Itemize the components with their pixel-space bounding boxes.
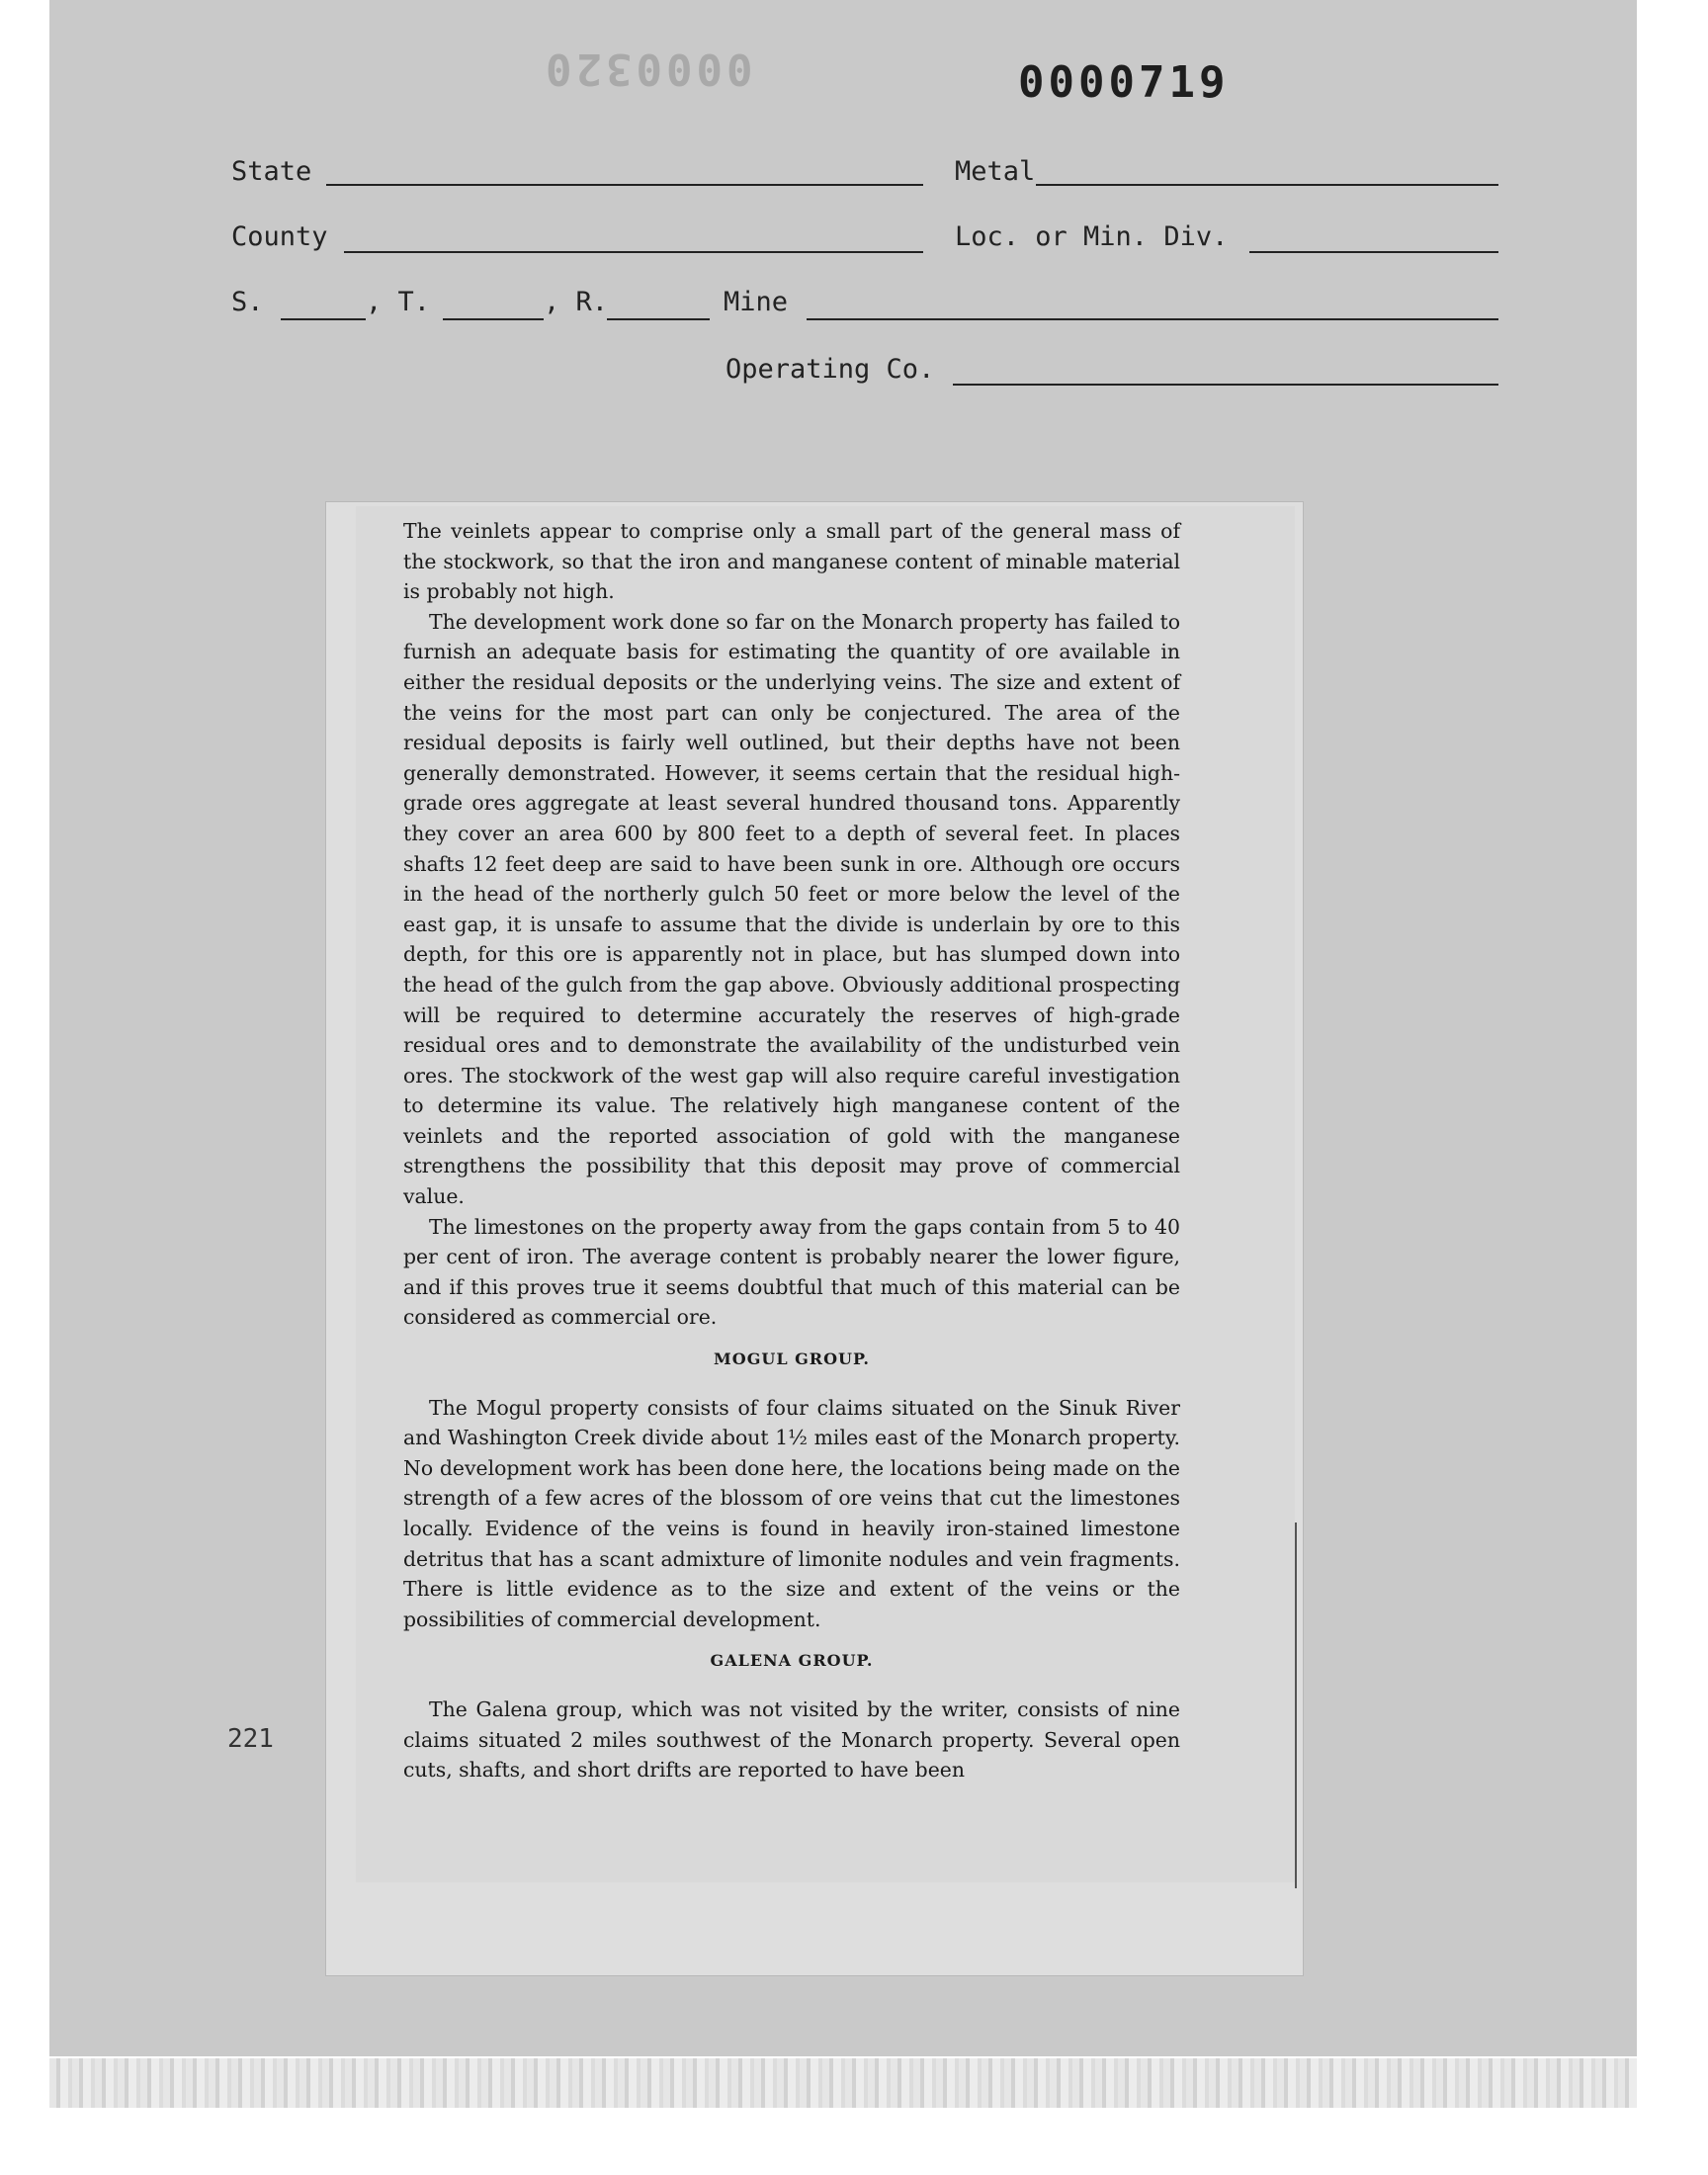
mine-field xyxy=(807,318,1498,320)
state-label: State xyxy=(231,156,312,187)
mine-label: Mine xyxy=(724,287,789,317)
stamp-number: 0000719 xyxy=(1018,57,1230,108)
paragraph: The limestones on the property away from the gaps contain from 5 to 40 per cent of iron. The average content is probably nearer the lower figure, and if this proves true it seems doubtful that much of this material can be considered as commercial ore. xyxy=(403,1214,1180,1330)
state-field xyxy=(326,184,923,186)
page-edge-line xyxy=(1295,1522,1297,1888)
township-label: , T. xyxy=(366,287,431,317)
section-heading-galena: GALENA GROUP. xyxy=(710,1651,874,1671)
range-field xyxy=(607,318,710,320)
loc-label: Loc. or Min. Div. xyxy=(955,221,1229,252)
section-field xyxy=(281,318,366,320)
paragraph: The Mogul property consists of four claims situated on the Sinuk River and Washington Creek divide about 1½ miles east of the Monarch property. No development work has been done here, the locations being made on the strength of a few acres of the blossom of ore veins that cut the limestones locally. Evidence of the veins is found in heavily iron-stained limestone detritus that has a scant admixture of limonite nodules and vein fragments. There is little evidence as to the size and extent of the veins or the possibilities of commercial development. xyxy=(403,1395,1180,1631)
operating-co-field xyxy=(953,384,1498,386)
report-text xyxy=(403,516,1180,1785)
paragraph: The Galena group, which was not visited by the writer, consists of nine claims situated 2 miles southwest of the Monarch property. Several open cuts, shafts, and short drifts are reported to have been xyxy=(403,1696,1180,1783)
county-field xyxy=(344,251,923,253)
range-label: , R. xyxy=(544,287,609,317)
section-heading-mogul: MOGUL GROUP. xyxy=(714,1349,870,1369)
faded-stamp-number: 0000320 xyxy=(542,44,753,94)
loc-field xyxy=(1249,251,1498,253)
metal-label: Metal xyxy=(955,156,1036,187)
county-label: County xyxy=(231,221,328,252)
township-field xyxy=(443,318,544,320)
section-label: S. xyxy=(231,287,264,317)
operating-co-label: Operating Co. xyxy=(726,354,935,385)
page-number: 221 xyxy=(227,1724,274,1754)
metal-field xyxy=(1036,184,1498,186)
paragraph: The veinlets appear to comprise only a small part of the general mass of the stockwork, so that the iron and manganese content of minable material is probably not high. xyxy=(403,519,1180,604)
scan-edge-strip xyxy=(49,2058,1637,2108)
paragraph: The development work done so far on the Monarch property has failed to furnish an adequate basis for estimating the quantity of ore available in either the residual deposits or the underlying veins. The size and extent of the veins for the most part can only be conjectured. The area of the residual deposits is fairly well outlined, but their depths have not been generally demonstrated. However, it seems certain that the residual high-grade ores aggregate at least several hundred thousand tons. Apparently they cover an area 600 by 800 feet to a depth of several feet. In places shafts 12 feet deep are said to have been sunk in ore. Although ore occurs in the head of the northerly gulch 50 feet or more below the level of the east gap, it is unsafe to assume that the divide is underlain by ore to this depth, for this ore is apparently not in place, but has slumped down into the head of the gulch from the gap above. Obviously additional prospecting will be required to determine accurately the reserves of high-grade residual ores and to demonstrate the availability of the undisturbed vein ores. The stockwork of the west gap will also require careful investigation to determine its value. The relatively high manganese content of the veinlets and the reported association of gold with the manganese strengthens the possibility that this deposit may prove of commercial value. xyxy=(403,609,1180,1209)
